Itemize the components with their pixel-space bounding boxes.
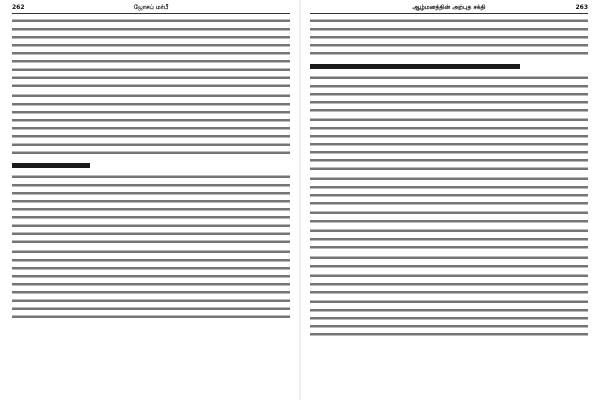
body-paragraph [310,116,588,173]
right-running-title: ஆழ்மனத்தின் அற்புத சக்தி [412,4,486,11]
dialogue-paragraph [310,175,588,207]
right-page-body [310,17,588,339]
right-page-number: 263 [575,4,588,11]
dialogue-paragraph [310,272,588,296]
right-page [300,0,600,400]
body-paragraph [12,92,290,157]
body-paragraph [12,173,290,246]
left-running-title: ஜோசப் மர்பீ [133,4,169,11]
left-page-body [12,17,290,320]
dialogue-paragraph [310,227,588,251]
body-paragraph [310,17,588,58]
section-heading [12,161,290,170]
left-page-number: 262 [12,4,25,11]
body-paragraph [12,248,290,321]
dialogue-paragraph [310,254,588,270]
body-paragraph [310,298,588,339]
body-paragraph [310,74,588,115]
left-running-head [12,4,290,14]
book-gutter [299,0,301,400]
body-paragraph [12,17,290,90]
section-heading [310,62,588,71]
dialogue-paragraph [310,209,588,225]
right-running-head [310,4,588,14]
